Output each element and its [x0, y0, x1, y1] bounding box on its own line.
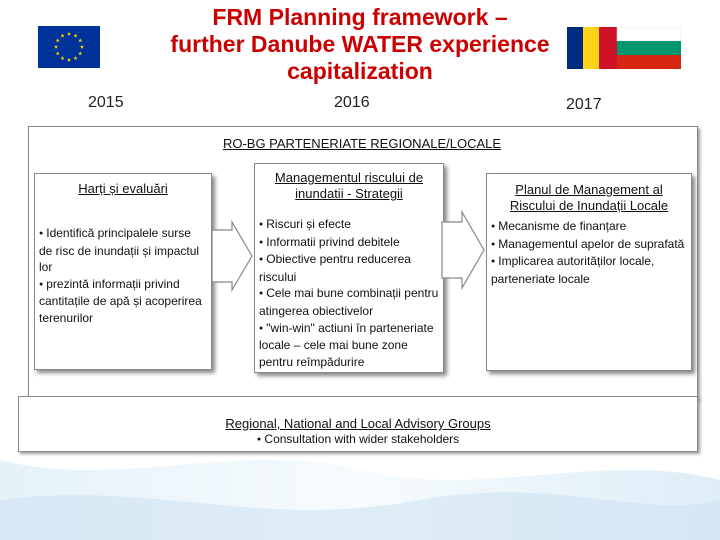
year-2016: 2016 — [334, 94, 370, 111]
maps-assessments-heading: Harți și evaluări — [78, 181, 168, 196]
arrow-right-icon — [440, 210, 486, 290]
page-title — [90, 4, 630, 85]
list-item: ● Obiective pentru reducerea riscului — [259, 251, 439, 285]
list-item: ● Managementul apelor de suprafată — [491, 236, 687, 254]
water-decoration — [0, 440, 720, 540]
risk-strategy-heading: Managementul riscului de inundatii - Strategii — [274, 170, 424, 201]
risk-strategy-list — [259, 216, 439, 370]
list-item: ● Cele mai bune combinații pentru atingerea obiectivelor — [259, 285, 439, 319]
ro-flag-blue — [567, 27, 583, 69]
bg-flag-red — [617, 55, 681, 69]
advisory-groups-title: Regional, National and Local Advisory Groups — [225, 416, 491, 431]
arrow-right-icon — [210, 220, 254, 292]
local-flood-plan-heading: Planul de Management al Riscului de Inundații Locale — [509, 182, 669, 213]
list-item: ● Mecanisme de finanțare — [491, 218, 687, 236]
maps-assessments-list — [39, 225, 207, 327]
partnership-header: RO-BG PARTENERIATE REGIONALE/LOCALE — [222, 136, 502, 151]
year-2015: 2015 — [88, 94, 124, 111]
risk-strategy-box — [254, 163, 444, 373]
year-2017: 2017 — [566, 96, 602, 113]
bg-flag-white — [617, 27, 681, 41]
local-flood-plan-list — [491, 218, 687, 287]
title-line-3: capitalization — [287, 58, 433, 84]
advisory-groups-item: ● Consultation with wider stakeholders — [256, 432, 460, 446]
ro-bg-flags-icon — [567, 27, 681, 69]
list-item: ● Identifică principalele surse de risc de inundații și impactul lor — [39, 225, 207, 276]
maps-assessments-box — [34, 173, 212, 370]
ro-flag-red — [599, 27, 617, 69]
list-item: ● prezintă informații privind cantitațile de apă și acoperirea terenurilor — [39, 276, 207, 327]
list-item: ● Informatii privind debitele — [259, 234, 439, 252]
local-flood-plan-box — [486, 173, 692, 371]
bg-flag-green — [617, 41, 681, 55]
eu-flag-icon — [38, 26, 100, 68]
title-line-1: FRM Planning framework – — [212, 4, 508, 30]
advisory-consultation-text: Consultation with wider stakeholders — [264, 432, 460, 446]
title-line-2: further Danube WATER experience — [170, 31, 550, 57]
list-item: ● Riscuri și efecte — [259, 216, 439, 234]
list-item: ● "win-win" actiuni în parteneriate locale – cele mai bune zone pentru reîmpădurire — [259, 320, 439, 371]
list-item: ● Implicarea autorităților locale, parteneriate locale — [491, 253, 687, 287]
ro-flag-yellow — [583, 27, 599, 69]
